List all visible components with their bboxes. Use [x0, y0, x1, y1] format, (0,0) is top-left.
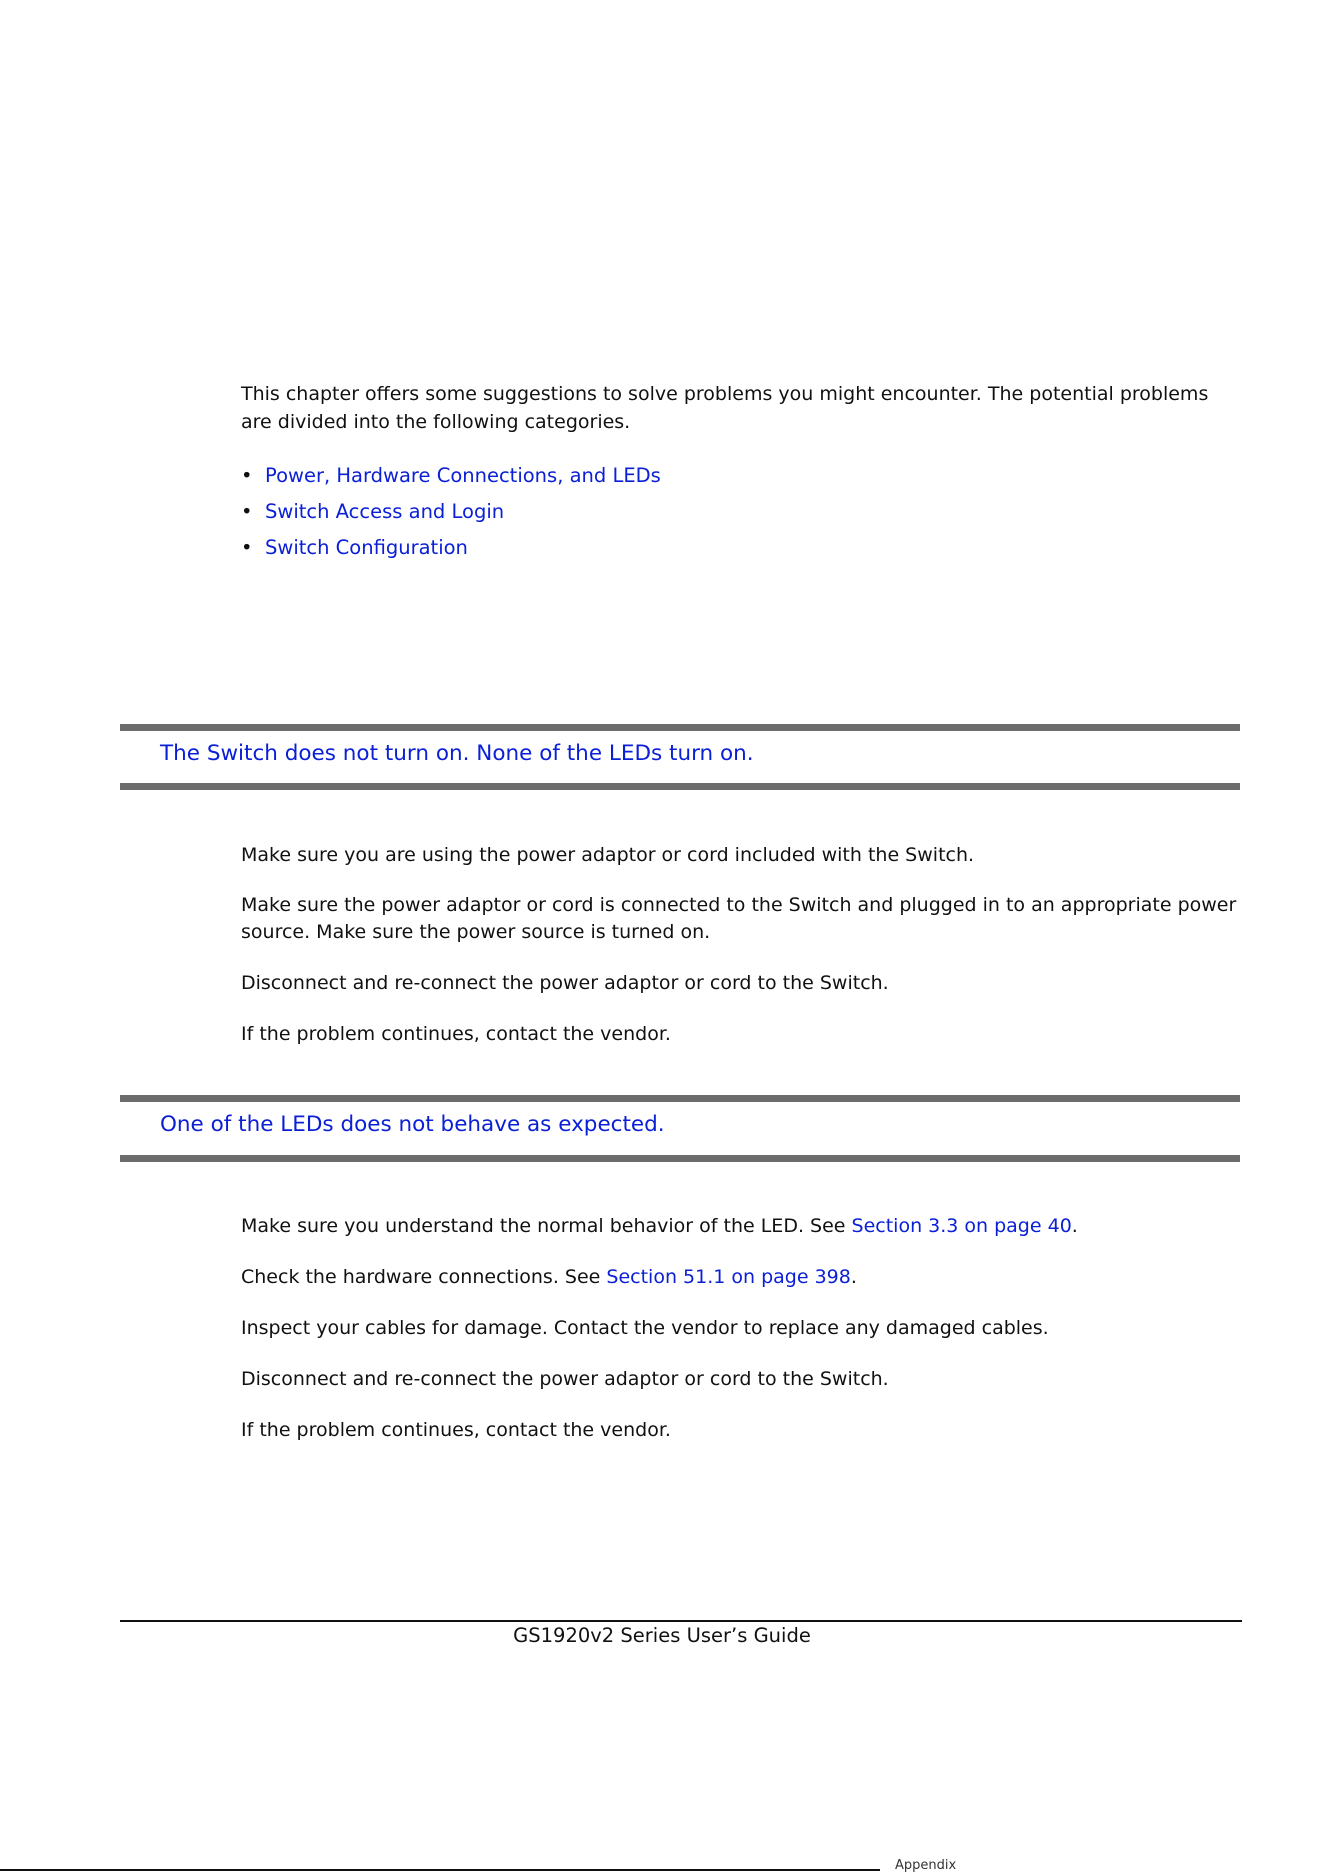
step-text-end: .	[850, 1266, 857, 1288]
intro-paragraph: This chapter offers some suggestions to solve problems you might encounter. The potential problems are divided into the following categories.	[241, 383, 1209, 433]
category-link-access-login[interactable]: Switch Access and Login	[265, 500, 505, 523]
category-link-power-hardware[interactable]: Power, Hardware Connections, and LEDs	[265, 464, 661, 487]
category-link-configuration[interactable]: Switch Configuration	[265, 536, 468, 559]
step-text: Make sure you understand the normal behavior of the LED. See	[241, 1215, 852, 1237]
section-51-1-link[interactable]: Section 51.1 on page 398	[606, 1266, 851, 1288]
step-text: Check the hardware connections. See	[241, 1266, 607, 1288]
step-paragraph	[241, 1264, 1241, 1291]
step-text-end: .	[1071, 1215, 1078, 1237]
list-item	[241, 458, 661, 494]
category-list	[241, 458, 661, 566]
bullet-icon: •	[241, 536, 253, 559]
step-paragraph: Inspect your cables for damage. Contact the vendor to replace any damaged cables.	[241, 1317, 1049, 1339]
section-heading: One of the LEDs does not behave as expected.	[160, 1112, 665, 1137]
section-bottom-rule	[120, 1155, 1240, 1162]
step-paragraph: If the problem continues, contact the vendor.	[241, 1419, 671, 1441]
bullet-icon: •	[241, 500, 253, 523]
bottom-edge-rule	[0, 1869, 880, 1871]
section-3-3-link[interactable]: Section 3.3 on page 40	[851, 1215, 1072, 1237]
footer-title: GS1920v2 Series User’s Guide	[513, 1624, 811, 1647]
step-paragraph: Make sure the power adaptor or cord is connected to the Switch and plugged in to an appropriate power source. Make sure the power source is turned on.	[241, 894, 1237, 943]
section-heading: The Switch does not turn on. None of the LEDs turn on.	[160, 741, 754, 766]
section-top-rule	[120, 1095, 1240, 1102]
step-paragraph: Disconnect and re-connect the power adaptor or cord to the Switch.	[241, 1368, 889, 1390]
step-paragraph	[241, 1213, 1241, 1240]
list-item	[241, 494, 661, 530]
list-item	[241, 530, 661, 566]
step-paragraph: Disconnect and re-connect the power adaptor or cord to the Switch.	[241, 972, 889, 994]
step-paragraph: If the problem continues, contact the vendor.	[241, 1023, 671, 1045]
section-top-rule	[120, 724, 1240, 731]
step-paragraph: Make sure you are using the power adaptor or cord included with the Switch.	[241, 844, 975, 866]
bullet-icon: •	[241, 464, 253, 487]
cut-off-footer-fragment: Appendix	[895, 1858, 957, 1872]
section-bottom-rule	[120, 783, 1240, 790]
